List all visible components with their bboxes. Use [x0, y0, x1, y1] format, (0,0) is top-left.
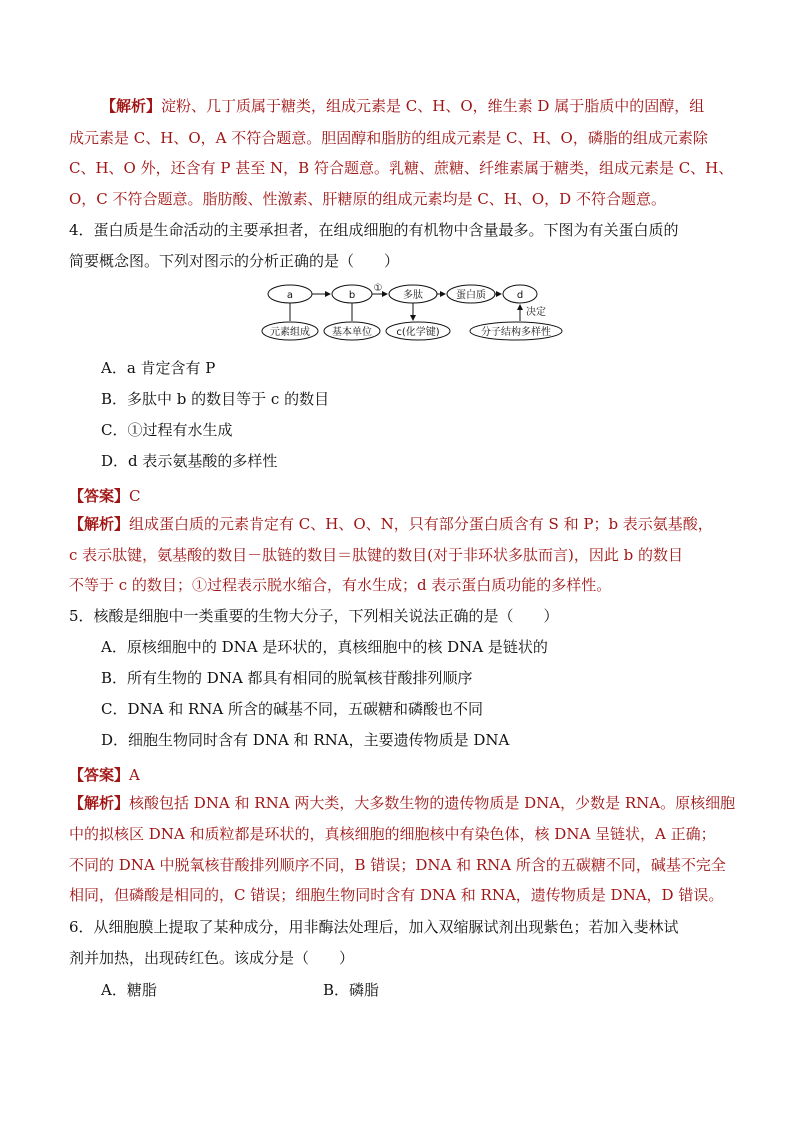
q5-stem: 5．核酸是细胞中一类重要的生物大分子，下列相关说法正确的是（ ）	[69, 607, 559, 625]
q5-option-a: A．原核细胞中的 DNA 是环状的，真核细胞中的核 DNA 是链状的	[101, 638, 548, 656]
answer-tag: 【答案】	[69, 766, 130, 784]
node-a-label: a	[286, 290, 294, 301]
explanation-tag: 【解析】	[101, 97, 162, 115]
q6-stem-line-2: 剂并加热，出现砖红色。该成分是（ ）	[69, 949, 355, 967]
q5-explanation-line-2: 中的拟核区 DNA 和质粒都是环状的，真核细胞的细胞核中有染色体，核 DNA 呈链状，A 正确；	[69, 825, 716, 843]
q6-option-a: A．糖脂	[101, 981, 157, 999]
answer-value: A	[129, 766, 140, 784]
q3-explanation-line-4: O，C 不符合题意。脂肪酸、性激素、肝糖原的组成元素均是 C、H、O，D 不符合题意。	[69, 190, 666, 208]
q4-stem-line-2: 简要概念图。下列对图示的分析正确的是（ ）	[69, 252, 400, 270]
node-c-label: c(化学键)	[396, 327, 440, 338]
q4-explanation-line-3: 不等于 c 的数目；①过程表示脱水缩合，有水生成；d 表示蛋白质功能的多样性。	[69, 576, 612, 594]
node-protein-label: 蛋白质	[456, 290, 486, 301]
q5-option-c: C．DNA 和 RNA 所含的碱基不同，五碳糖和磷酸也不同	[101, 700, 484, 718]
q5-answer	[69, 765, 140, 785]
step-1-label: ①	[373, 283, 383, 294]
q4-option-c: C．①过程有水生成	[101, 421, 233, 439]
q4-option-d: D．d 表示氨基酸的多样性	[101, 452, 278, 470]
node-d-label: d	[516, 290, 524, 301]
q4-explanation-line-2: c 表示肽键，氨基酸的数目－肽链的数目＝肽键的数目(对于非环状多肽而言)，因此 b 的数目	[69, 546, 684, 564]
q5-explanation-line-3: 不同的 DNA 中脱氧核苷酸排列顺序不同，B 错误；DNA 和 RNA 所含的五碳糖不同，碱基不完全	[69, 856, 726, 874]
q6-option-b: B．磷脂	[323, 981, 380, 999]
q3-explanation-line-3: C、H、O 外，还含有 P 甚至 N，B 符合题意。乳糖、蔗糖、纤维素属于糖类，组成元素是 C、H、	[69, 159, 734, 177]
q5-option-b: B．所有生物的 DNA 都具有相同的脱氧核苷酸排列顺序	[101, 669, 473, 687]
q5-explanation-line-1: 【解析】核酸包括 DNA 和 RNA 两大类，大多数生物的遗传物质是 DNA，少数是 RNA。原核细胞	[69, 794, 736, 812]
q3-explanation-line-1: 【解析】淀粉、几丁质属于糖类，组成元素是 C、H、O，维生素 D 属于脂质中的固醇，组	[101, 97, 705, 115]
determines-label: 决定	[526, 307, 546, 318]
q5-option-d: D．细胞生物同时含有 DNA 和 RNA，主要遗传物质是 DNA	[101, 731, 510, 749]
q4-option-a: A．a 肯定含有 P	[101, 359, 216, 377]
explanation-tag: 【解析】	[69, 515, 130, 533]
q6-stem-line-1: 6．从细胞膜上提取了某种成分，用非酶法处理后，加入双缩脲试剂出现紫色；若加入斐林试	[69, 918, 679, 936]
q3-explanation-line-2: 成元素是 C、H、O，A 不符合题意。胆固醇和脂肪的组成元素是 C、H、O，磷脂的组成元素除	[69, 129, 708, 147]
protein-concept-diagram	[258, 282, 568, 344]
q4-explanation-line-1: 【解析】组成蛋白质的元素肯定有 C、H、O、N，只有部分蛋白质含有 S 和 P；b 表示氨基酸，	[69, 515, 713, 533]
node-diversity-label: 分子结构多样性	[481, 327, 551, 338]
q5-explanation-line-4: 相同，但磷酸是相同的，C 错误；细胞生物同时含有 DNA 和 RNA，遗传物质是 DNA，D 错误。	[69, 886, 724, 904]
node-b-label: b	[348, 290, 356, 301]
node-unit-label: 基本单位	[332, 327, 372, 338]
q4-stem-line-1: 4．蛋白质是生命活动的主要承担者，在组成细胞的有机物中含量最多。下图为有关蛋白质的	[69, 221, 679, 239]
answer-tag: 【答案】	[69, 487, 130, 505]
node-polypeptide-label: 多肽	[403, 290, 423, 301]
q4-option-b: B．多肽中 b 的数目等于 c 的数目	[101, 390, 330, 408]
answer-value: C	[129, 487, 141, 505]
explanation-tag: 【解析】	[69, 794, 130, 812]
node-elements-label: 元素组成	[270, 327, 310, 338]
q4-answer	[69, 486, 141, 506]
